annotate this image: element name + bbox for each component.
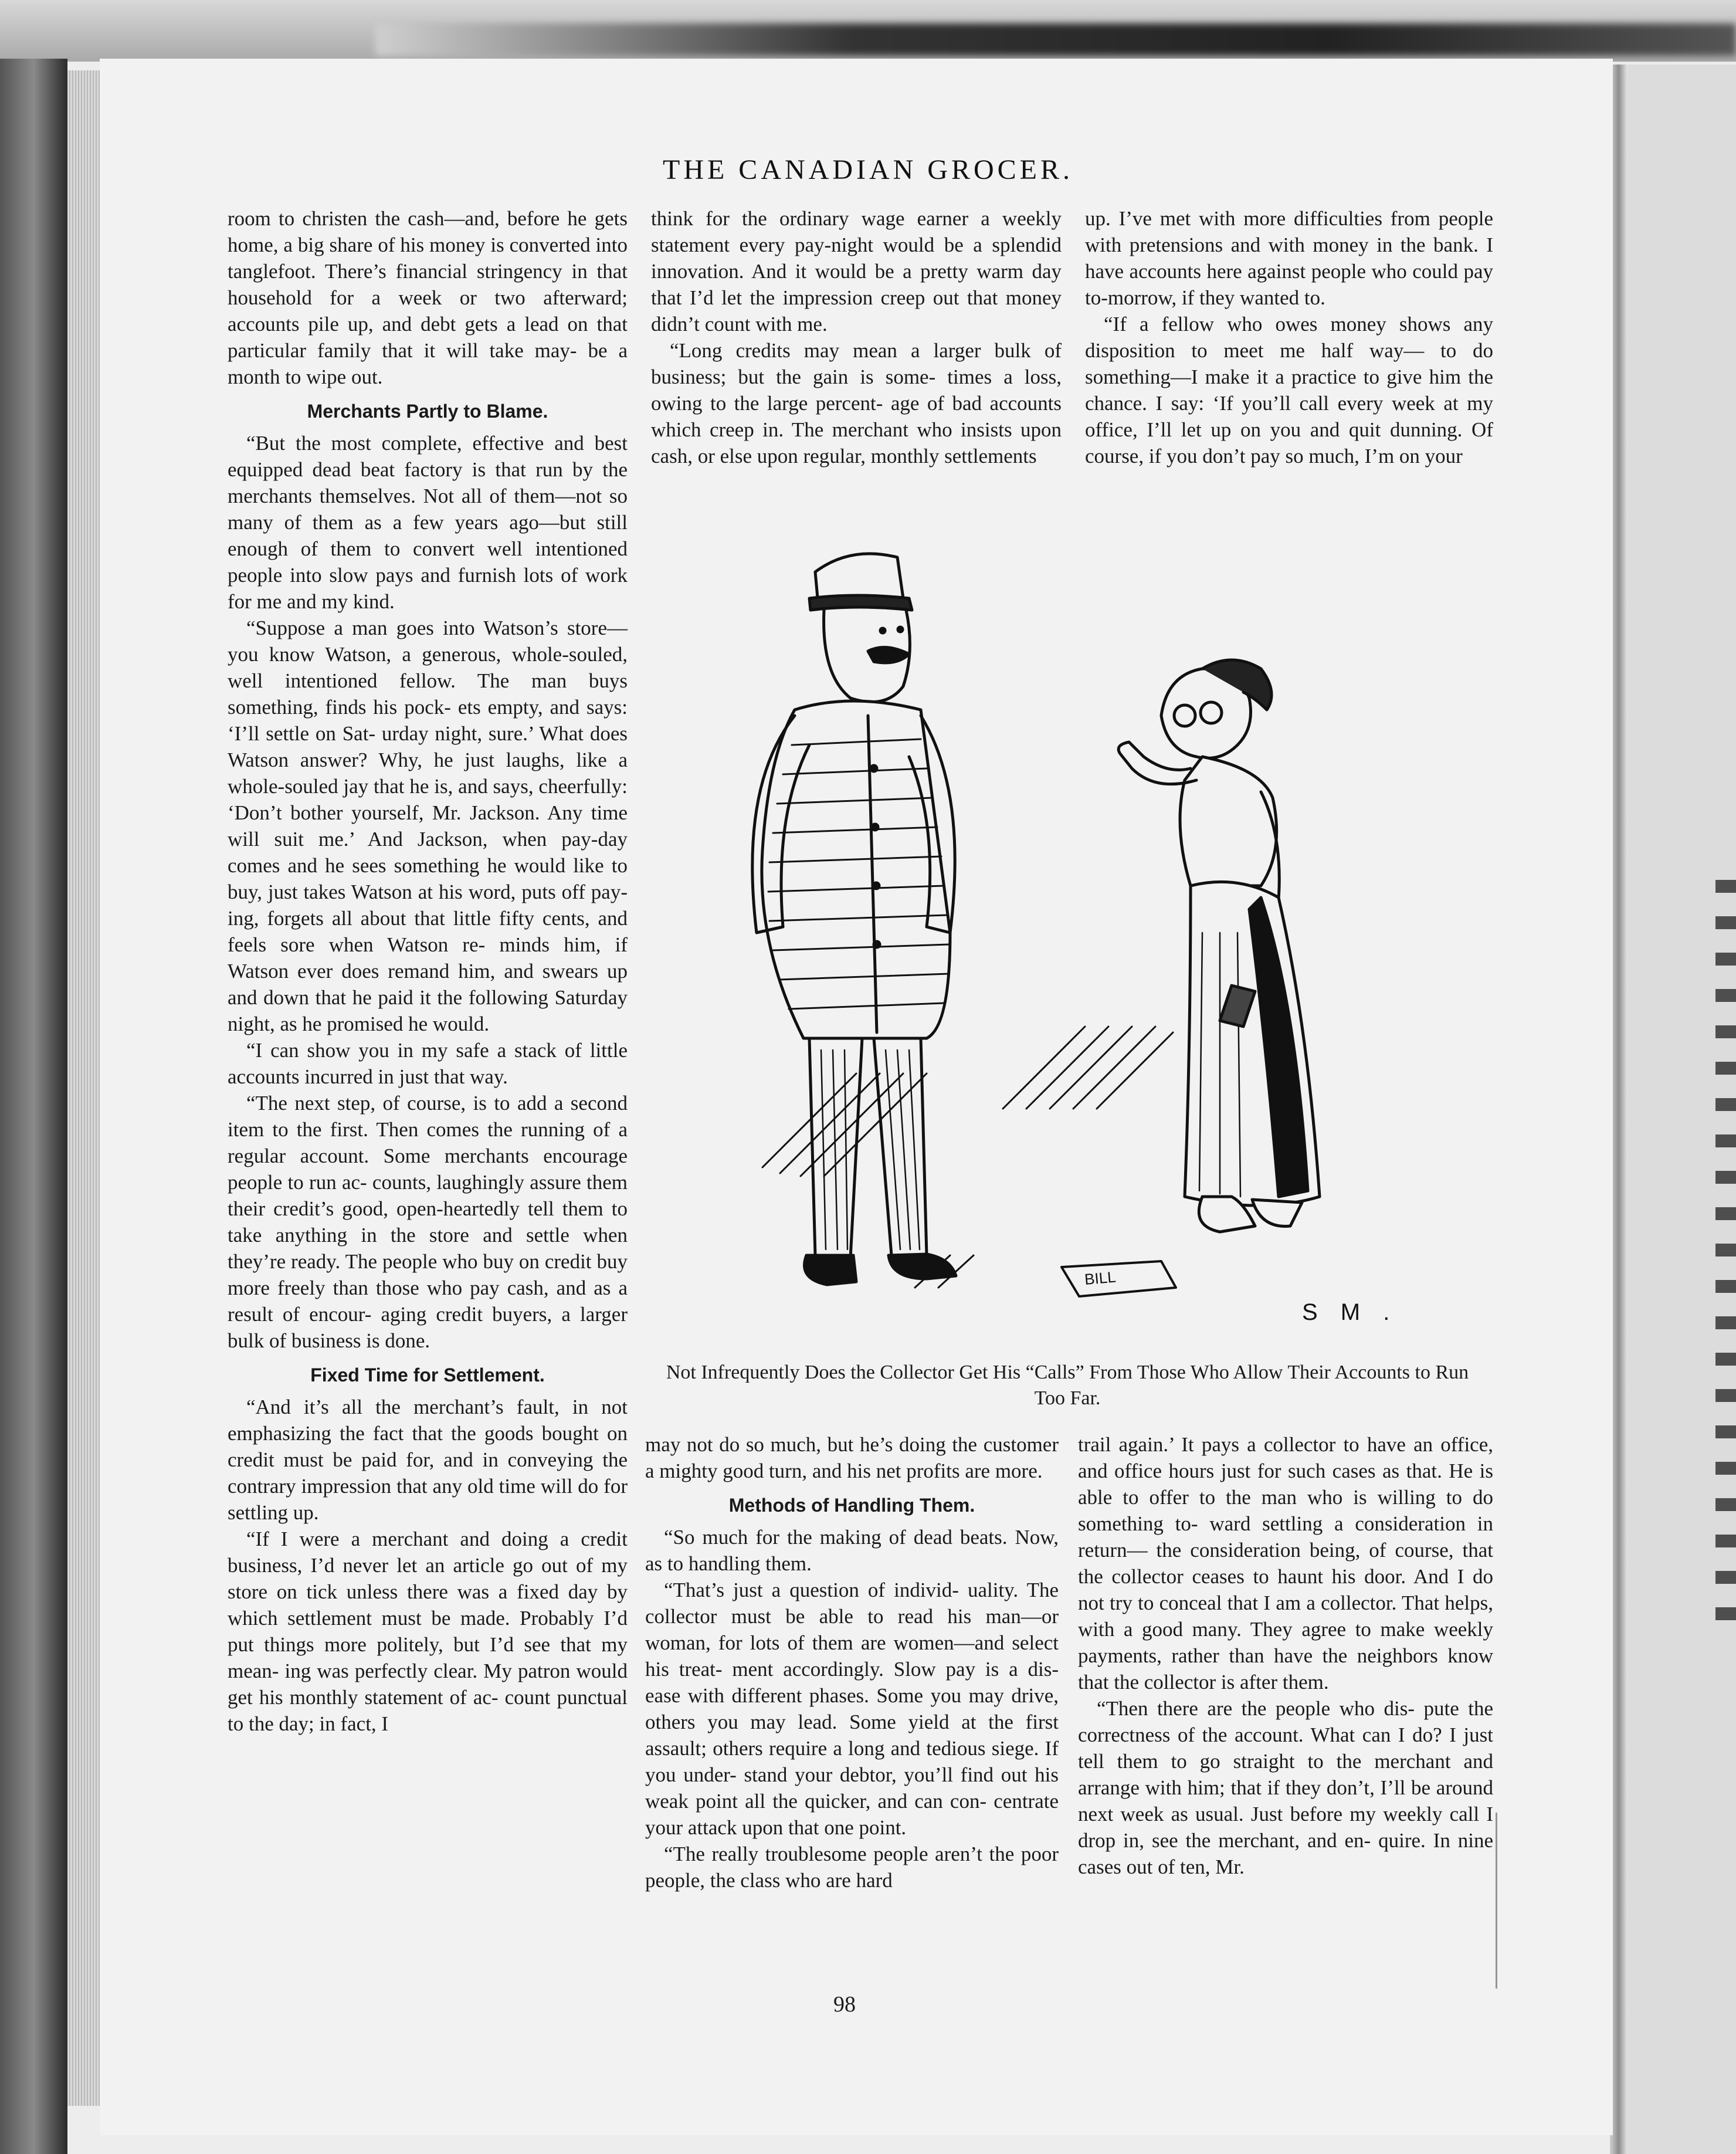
paragraph: “If a fellow who owes money shows any disposition to meet me half way— to do something—I make it a practice to give him the chance. I say: ‘If you’ll call every week at my office, I’ll let up on you and quit dunning. Of course, if you don’t pay so much, I’m on your: [1085, 313, 1493, 468]
column-middle-bottom: [645, 1431, 1059, 1894]
paragraph: trail again.’ It pays a collector to have an office, and office hours just for such cases as that. He is able to offer to the man who is willing to do something to- ward settling a consideration in return— the consideration being, of course, that the collector ceases to haunt his door. And I do not try to conceal that I am a collector. That helps, with a good many. They agree to make weekly payments, rather than have the neighbors know that the collector is after them.: [1078, 1433, 1493, 1694]
illustration-caption: Not Infrequently Does the Collector Get His “Calls” From Those Who Allow Their Accounts to Run Too Far.: [666, 1362, 1469, 1409]
paragraph: room to christen the cash—and, before he gets home, a big share of his money is converted into tanglefoot. There’s financial stringency in that household for a week or two afterward; accounts pile up, and debt gets a lead on that particular family that it will take may- be a month to wipe out.: [228, 207, 628, 388]
collector-figure: [752, 554, 956, 1285]
cartoon-illustration: [674, 522, 1484, 1343]
paragraph: “The really troublesome people aren’t the poor people, the class who are hard: [645, 1843, 1059, 1892]
page-number: 98: [833, 1992, 856, 2017]
paragraph: “And it’s all the merchant’s fault, in not emphasizing the fact that the goods bought on credit must be paid for, and in conveying the contrary impression that any old time will do for settling up.: [228, 1396, 628, 1524]
section-heading: Merchants Partly to Blame.: [307, 401, 548, 422]
column-right-top: [1085, 205, 1493, 469]
column-right-bottom: [1078, 1431, 1493, 1880]
bill-label: BILL: [1083, 1268, 1117, 1288]
paragraph: “Then there are the people who dis- pute the correctness of the account. What can I do? I just tell them to go straight to the merchant and arrange with him; that if they don’t, I’ll be around next week as usual. Just before my weekly call I drop in, see the merchant, and en- quire. In nine cases out of ten, Mr.: [1078, 1697, 1493, 1878]
paragraph: may not do so much, but he’s doing the customer a mighty good turn, and his net profits are more.: [645, 1433, 1059, 1482]
book-binding: [0, 59, 67, 2154]
section-heading: Methods of Handling Them.: [728, 1495, 975, 1516]
page-stack-edge: [67, 70, 100, 2106]
paragraph: “Suppose a man goes into Watson’s store—you know Watson, a generous, whole-souled, well intentioned fellow. The man buys something, finds his pock- ets empty, and says: ‘I’ll settle on Sat- urday night, sure.’ What does Watson answer? Why, he just laughs, like a whole-souled jay that he is, and says, cheerfully: ‘Don’t bother yourself, Mr. Jackson. Any time will suit me.’ And Jackson, when pay-day comes and he sees something he would like to buy, just takes Watson at his word, puts off pay- ing, forgets all about that little fifty cents, and feels sore when Watson re- minds him, if Watson ever does remand him, and swears up and down that he paid it the following Saturday night, as he promised he would.: [228, 617, 628, 1035]
paragraph: “That’s just a question of individ- uality. The collector must be able to read his man—or woman, for lots of them are women—and select his treat- ment accordingly. Slow pay is a dis- ease with different phases. Some you may drive, others you may lead. Some yield at the first assault; others require a long and tedious siege. If you under- stand your debtor, you’ll find out his weak point all the quicker, and can con- centrate your attack upon that one point.: [645, 1579, 1059, 1839]
bill-paper: [1062, 1261, 1176, 1296]
scan-shadow: [375, 23, 1736, 56]
woman-figure: [1118, 660, 1320, 1232]
paragraph: “So much for the making of dead beats. Now, as to handling them.: [645, 1526, 1059, 1575]
paragraph: “Long credits may mean a larger bulk of business; but the gain is some- times a loss, owing to the large percent- age of bad accounts which creep in. The merchant who insists upon cash, or else upon regular, monthly settlements: [651, 339, 1062, 468]
paragraph: “But the most complete, effective and best equipped dead beat factory is that run by the merchants themselves. Not all of them—not so many of them as a few years ago—but still enough of them to convert well intentioned people into slow pays and furnish lots of work for me and my kind.: [228, 432, 628, 613]
artist-signature: S M .: [1302, 1299, 1398, 1325]
paragraph: up. I’ve met with more difficulties from people with pretensions and with money in the bank. I have accounts here against people who could pay to-morrow, if they wanted to.: [1085, 207, 1493, 309]
pencil-margin-mark: [1484, 1813, 1497, 1989]
paragraph: think for the ordinary wage earner a weekly statement every pay-night would be a splendid innovation. And it would be a pretty warm day that I’d let the impression creep out that money didn’t count with me.: [651, 207, 1062, 336]
paragraph: “I can show you in my safe a stack of little accounts incurred in just that way.: [228, 1039, 628, 1088]
facing-page-text-fragment: [1715, 880, 1736, 1642]
section-heading: Fixed Time for Settlement.: [310, 1364, 545, 1386]
paragraph: “The next step, of course, is to add a second item to the first. Then comes the running of a regular account. Some merchants encourage people to run ac- counts, laughingly assure them their credit’s good, open-heartedly tell them to take anything in the store and settle when they’re ready. The people who buy on credit buy more freely than those who pay cash, and as a result of encour- aging credit buyers, a larger bulk of business is done.: [228, 1092, 628, 1352]
column-left: [228, 205, 628, 1737]
page-header: THE CANADIAN GROCER.: [663, 154, 1073, 185]
paragraph: “If I were a merchant and doing a credit business, I’d never let an article go out of my store on tick unless there was a fixed day by which settlement must be made. Probably I’d put things more politely, but I’d see that my mean- ing was perfectly clear. My patron would get his monthly statement of ac- count punctual to the day; in fact, I: [228, 1528, 628, 1735]
column-middle-top: [651, 205, 1062, 469]
